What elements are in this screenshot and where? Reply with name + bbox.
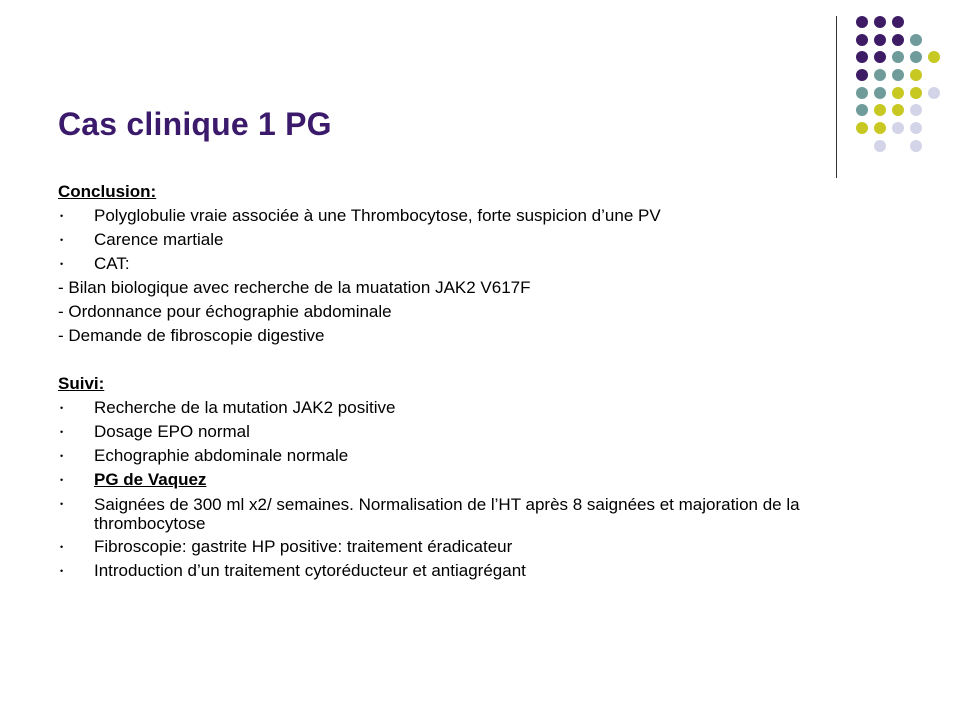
deco-dot [892,122,904,134]
bullet-text: CAT: [94,254,130,273]
deco-dot [856,51,868,63]
deco-dot [874,104,886,116]
deco-dot [928,87,940,99]
bullet-icon: • [60,566,64,576]
bullet-text: Introduction d’un traitement cytoréducteur et antiagrégant [94,561,526,580]
deco-dot [874,87,886,99]
cat-line: - Demande de fibroscopie digestive [58,326,325,345]
bullet-icon: • [60,542,64,552]
bullet-item [58,252,908,276]
bullet-icon: • [60,475,64,485]
diagnosis-text: PG de Vaquez [94,470,207,489]
deco-dot [874,16,886,28]
bullet-text: Recherche de la mutation JAK2 positive [94,398,396,417]
deco-dot [874,51,886,63]
deco-dot [856,16,868,28]
deco-dot [856,122,868,134]
bullet-icon: • [60,403,64,413]
conclusion-heading: Conclusion: [58,182,157,201]
spacer [58,348,908,372]
deco-dot [856,34,868,46]
bullet-text: Polyglobulie vraie associée à une Thrombocytose, forte suspicion d’une PV [94,206,661,225]
slide-title: Cas clinique 1 PG [58,106,332,142]
bullet-text: Dosage EPO normal [94,422,250,441]
bullet-icon: • [60,499,64,509]
deco-dot [892,87,904,99]
deco-dot [910,140,922,152]
deco-dot [910,34,922,46]
cat-line: - Bilan biologique avec recherche de la muatation JAK2 V617F [58,278,531,297]
bullet-item [58,444,908,468]
deco-dot [874,140,886,152]
slide-content [58,180,908,583]
deco-dot [910,51,922,63]
bullet-text: Carence martiale [94,230,224,249]
bullet-item [58,559,908,583]
cat-line: - Ordonnance pour échographie abdominale [58,302,392,321]
bullet-item [58,535,908,559]
bullet-icon: • [60,451,64,461]
deco-dot [856,69,868,81]
deco-dot [856,87,868,99]
deco-dot [910,69,922,81]
bullet-icon: • [60,259,64,269]
bullet-icon: • [60,235,64,245]
bullet-item [58,420,908,444]
deco-dot [910,87,922,99]
bullet-item [58,396,908,420]
bullet-icon: • [60,211,64,221]
bullet-item [58,492,908,535]
bullet-item [58,228,908,252]
decorative-dot-grid [0,0,960,200]
deco-dot [910,122,922,134]
bullet-text: Echographie abdominale normale [94,446,349,465]
deco-dot [892,34,904,46]
deco-dot [874,34,886,46]
deco-dot [892,69,904,81]
deco-dot [874,122,886,134]
bullet-item [58,468,908,492]
bullet-item [58,204,908,228]
bullet-icon: • [60,427,64,437]
deco-dot [910,104,922,116]
deco-dot [892,16,904,28]
decorative-vertical-line [836,16,837,178]
deco-dot [874,69,886,81]
suivi-heading: Suivi: [58,374,105,393]
deco-dot [856,104,868,116]
bullet-text: Fibroscopie: gastrite HP positive: traitement éradicateur [94,537,513,556]
deco-dot [928,51,940,63]
bullet-text: Saignées de 300 ml x2/ semaines. Normalisation de l’HT après 8 saignées et majoration de la thrombocytose [94,495,800,533]
deco-dot [892,51,904,63]
deco-dot [892,104,904,116]
